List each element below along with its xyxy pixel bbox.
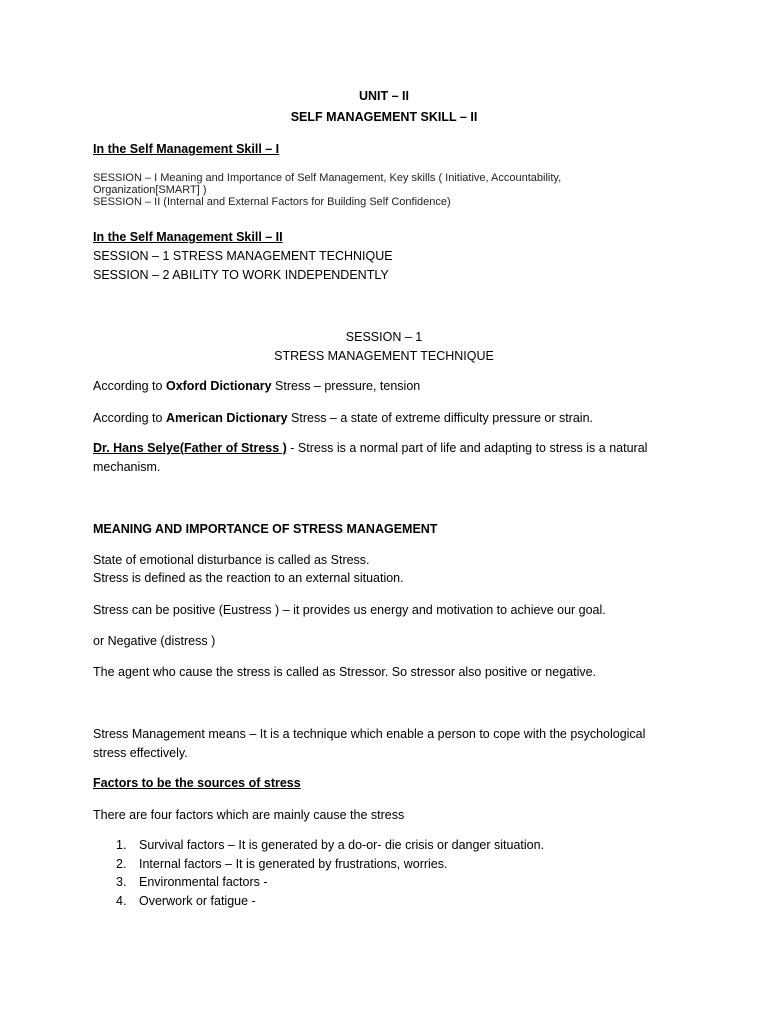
list-text: Survival factors – It is generated by a do-or- die crisis or danger situation. (139, 838, 545, 852)
skill1-session1-line2: Organization[SMART] ) (93, 184, 207, 196)
list-number: 3. (116, 875, 127, 889)
meaning-heading: MEANING AND IMPORTANCE OF STRESS MANAGEMENT (93, 522, 438, 536)
meaning-p2: Stress can be positive (Eustress ) – it provides us energy and motivation to achieve our goal. (93, 603, 606, 617)
factors-intro: There are four factors which are mainly cause the stress (93, 808, 405, 822)
skill2-session2: SESSION – 2 ABILITY TO WORK INDEPENDENTLY (93, 268, 389, 282)
meaning-p5-line2: stress effectively. (93, 746, 188, 760)
skill1-session2-line: SESSION – II (Internal and External Factors for Building Self Confidence) (93, 196, 451, 208)
oxford-prefix: According to (93, 379, 166, 393)
american-definition (93, 411, 593, 426)
oxford-definition (93, 379, 420, 394)
list-number: 1. (116, 838, 127, 852)
list-number: 4. (116, 894, 127, 908)
selye-text-continued: mechanism. (93, 460, 161, 474)
selye-text: - Stress is a normal part of life and adapting to stress is a natural (286, 441, 648, 455)
session1-label: SESSION – 1 (345, 330, 423, 344)
list-text: Environmental factors - (139, 875, 268, 889)
meaning-p1-line2: Stress is defined as the reaction to an external situation. (93, 571, 404, 585)
session1-title: STRESS MANAGEMENT TECHNIQUE (274, 349, 494, 363)
meaning-p1-line1: State of emotional disturbance is called as Stress. (93, 553, 370, 567)
american-prefix: According to (93, 411, 166, 425)
meaning-p4: The agent who cause the stress is called as Stressor. So stressor also positive or negative. (93, 665, 597, 679)
list-item (116, 875, 268, 890)
list-item (116, 857, 447, 872)
selye-definition (93, 441, 647, 456)
factors-heading: Factors to be the sources of stress (93, 776, 301, 790)
unit-title: UNIT – II (358, 89, 409, 103)
list-number: 2. (116, 857, 127, 871)
oxford-text: Stress – pressure, tension (271, 379, 421, 393)
oxford-source: Oxford Dictionary (165, 379, 272, 393)
list-text: Internal factors – It is generated by frustrations, worries. (139, 857, 448, 871)
skill2-session1: SESSION – 1 STRESS MANAGEMENT TECHNIQUE (93, 249, 393, 263)
american-text: Stress – a state of extreme difficulty pressure or strain. (287, 411, 593, 425)
selye-name: Dr. Hans Selye(Father of Stress ) (93, 441, 287, 455)
skill1-session1-line1: SESSION – I Meaning and Importance of Self Management, Key skills ( Initiative, Accountability, (93, 172, 562, 184)
page-title: SELF MANAGEMENT SKILL – II (290, 110, 478, 124)
skill2-heading: In the Self Management Skill – II (93, 230, 283, 244)
list-text: Overwork or fatigue - (139, 894, 256, 908)
meaning-p3: or Negative (distress ) (93, 634, 216, 648)
skill1-heading: In the Self Management Skill – I (93, 142, 280, 156)
american-source: American Dictionary (165, 411, 288, 425)
meaning-p5-line1: Stress Management means – It is a technique which enable a person to cope with the psychological (93, 727, 646, 741)
list-item (116, 894, 256, 909)
list-item (116, 838, 544, 853)
